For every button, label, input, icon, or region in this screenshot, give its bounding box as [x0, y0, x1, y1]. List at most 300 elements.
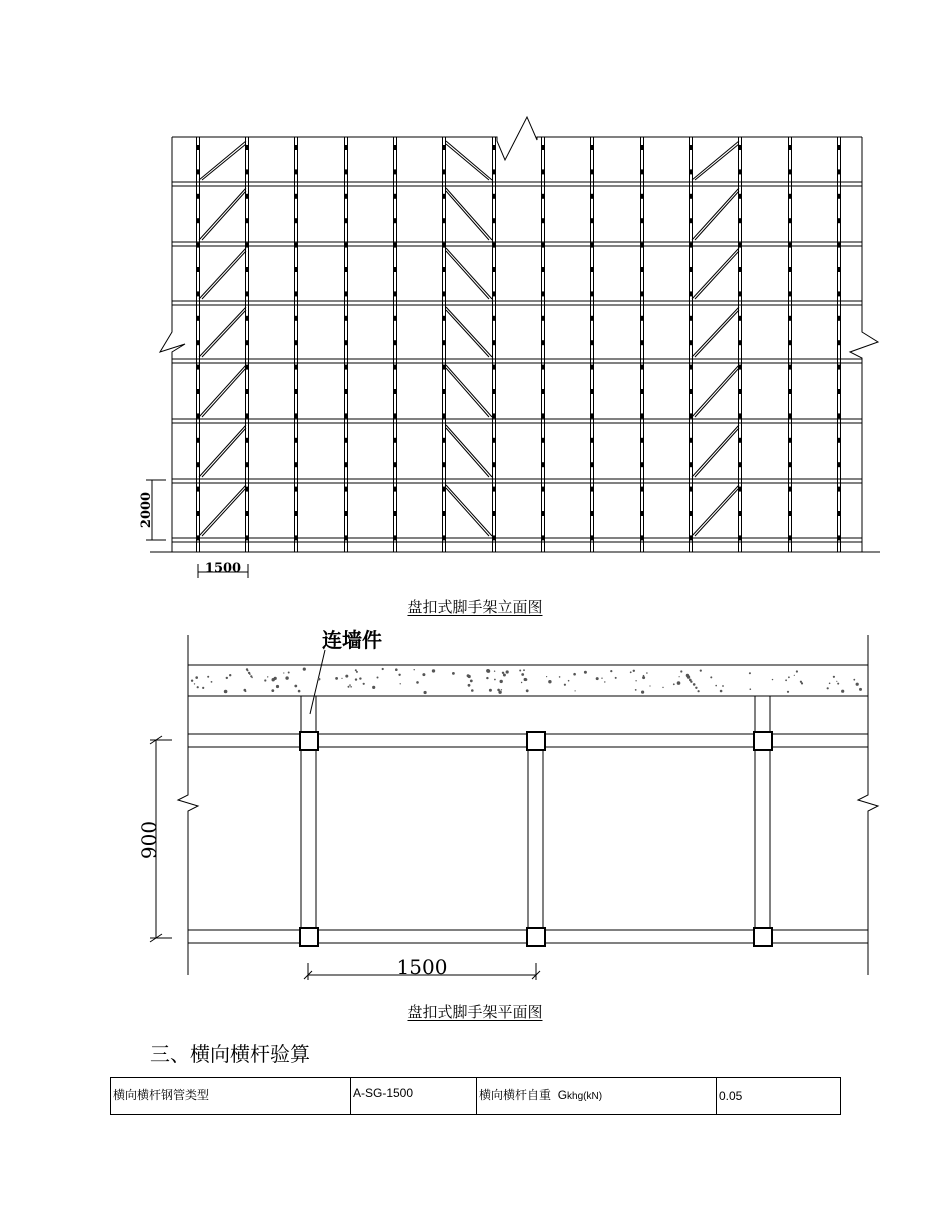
rosette-node: [739, 413, 742, 418]
rosette-node: [493, 194, 496, 199]
rosette-node: [641, 194, 644, 199]
rosette-node: [197, 511, 200, 516]
rosette-node: [295, 535, 298, 540]
rosette-node: [443, 462, 446, 467]
rosette-node: [591, 218, 594, 223]
rosette-node: [493, 535, 496, 540]
rosette-node: [591, 340, 594, 345]
concrete-speck: [251, 677, 252, 678]
table-row: [111, 1078, 841, 1115]
rosette-node: [345, 169, 348, 174]
rosette-node: [345, 218, 348, 223]
rosette-node: [690, 535, 693, 540]
rosette-node: [591, 535, 594, 540]
rosette-node: [542, 413, 545, 418]
rosette-node: [345, 145, 348, 150]
rosette-node: [197, 413, 200, 418]
diagonal-brace: [199, 365, 246, 417]
concrete-speck: [546, 676, 547, 677]
rosette-node: [789, 316, 792, 321]
rosette-node: [591, 511, 594, 516]
rosette-node: [345, 243, 348, 248]
rosette-node: [197, 535, 200, 540]
rosette-node: [789, 413, 792, 418]
rosette-node: [394, 462, 397, 467]
rosette-node: [789, 438, 792, 443]
rosette-node: [295, 145, 298, 150]
rosette-node: [345, 462, 348, 467]
rosette-node: [690, 389, 693, 394]
rosette-node: [246, 194, 249, 199]
rosette-node: [690, 316, 693, 321]
node-box: [300, 928, 318, 946]
concrete-speck: [525, 678, 528, 681]
rosette-node: [789, 535, 792, 540]
rosette-node: [493, 413, 496, 418]
rosette-node: [443, 291, 446, 296]
rosette-node: [443, 438, 446, 443]
rosette-node: [542, 291, 545, 296]
rosette-node: [690, 511, 693, 516]
rosette-node: [246, 243, 249, 248]
rosette-node: [690, 169, 693, 174]
concrete-speck: [519, 670, 521, 672]
concrete-speck: [226, 677, 228, 679]
rosette-node: [789, 487, 792, 492]
concrete-speck: [785, 679, 787, 681]
rosette-node: [197, 291, 200, 296]
concrete-speck: [687, 675, 690, 678]
rosette-node: [295, 389, 298, 394]
concrete-speck: [857, 684, 859, 686]
rosette-node: [542, 365, 545, 370]
rosette-node: [394, 169, 397, 174]
concrete-speck: [677, 681, 681, 685]
rosette-node: [690, 145, 693, 150]
rosette-node: [295, 511, 298, 516]
rosette-node: [394, 511, 397, 516]
rosette-node: [789, 145, 792, 150]
concrete-speck: [646, 672, 648, 674]
concrete-speck: [318, 678, 321, 681]
rosette-node: [739, 487, 742, 492]
concrete-speck: [398, 674, 400, 676]
parameter-table: [110, 1077, 841, 1115]
concrete-speck: [564, 684, 566, 686]
concrete-speck: [633, 670, 635, 672]
rosette-node: [493, 267, 496, 272]
rosette-node: [739, 267, 742, 272]
rosette-node: [493, 438, 496, 443]
concrete-speck: [245, 690, 247, 692]
rosette-node: [641, 340, 644, 345]
scaffold-plan-drawing: [0, 620, 950, 1020]
rosette-node: [394, 438, 397, 443]
concrete-speck: [432, 669, 435, 672]
rosette-node: [394, 389, 397, 394]
diagonal-brace: [692, 188, 739, 240]
diagonal-brace: [446, 248, 492, 299]
rosette-node: [443, 267, 446, 272]
rosette-node: [739, 511, 742, 516]
concrete-speck: [294, 685, 297, 688]
concrete-speck: [298, 690, 301, 693]
rosette-node: [295, 267, 298, 272]
rosette-node: [838, 194, 841, 199]
rosette-node: [197, 365, 200, 370]
concrete-speck: [693, 683, 696, 686]
rosette-node: [739, 291, 742, 296]
concrete-speck: [503, 674, 506, 677]
rosette-node: [789, 389, 792, 394]
rosette-node: [394, 267, 397, 272]
rosette-node: [443, 169, 446, 174]
rosette-node: [789, 218, 792, 223]
concrete-speck: [521, 682, 522, 683]
rosette-node: [295, 316, 298, 321]
concrete-speck: [264, 679, 266, 681]
rosette-node: [197, 340, 200, 345]
rosette-node: [542, 218, 545, 223]
rosette-node: [295, 487, 298, 492]
rosette-node: [246, 340, 249, 345]
rosette-node: [838, 511, 841, 516]
concrete-speck: [584, 671, 587, 674]
concrete-speck: [526, 689, 529, 692]
rosette-node: [591, 267, 594, 272]
concrete-speck: [601, 678, 602, 679]
rosette-node: [394, 413, 397, 418]
concrete-speck: [635, 689, 637, 691]
rosette-node: [641, 316, 644, 321]
rosette-node: [295, 194, 298, 199]
rosette-node: [739, 535, 742, 540]
table-value-cell: 0.05: [717, 1078, 841, 1115]
rosette-node: [789, 243, 792, 248]
elevation-outline-top: [172, 117, 862, 160]
rosette-node: [838, 145, 841, 150]
rosette-node: [739, 438, 742, 443]
rosette-node: [197, 267, 200, 272]
concrete-speck: [377, 677, 379, 679]
rosette-node: [295, 365, 298, 370]
concrete-speck: [468, 684, 471, 687]
rosette-node: [542, 511, 545, 516]
rosette-node: [739, 389, 742, 394]
rosette-node: [542, 535, 545, 540]
concrete-speck: [796, 670, 798, 672]
rosette-node: [443, 194, 446, 199]
rosette-node: [591, 438, 594, 443]
rosette-node: [789, 267, 792, 272]
concrete-speck: [372, 686, 375, 689]
rosette-node: [197, 316, 200, 321]
concrete-speck: [247, 670, 249, 672]
rosette-node: [838, 389, 841, 394]
rosette-node: [493, 218, 496, 223]
rosette-node: [838, 365, 841, 370]
rosette-node: [197, 438, 200, 443]
concrete-speck: [573, 673, 576, 676]
rosette-node: [591, 194, 594, 199]
rosette-node: [493, 169, 496, 174]
rosette-node: [394, 218, 397, 223]
concrete-speck: [695, 687, 697, 689]
concrete-speck: [288, 672, 290, 674]
rosette-node: [493, 243, 496, 248]
rosette-node: [641, 511, 644, 516]
concrete-speck: [363, 683, 365, 685]
rosette-node: [246, 462, 249, 467]
scaffold-elevation-drawing: [0, 0, 950, 590]
diagonal-brace: [446, 188, 492, 240]
rosette-node: [295, 413, 298, 418]
concrete-speck: [470, 680, 473, 683]
diagonal-brace: [199, 141, 246, 180]
concrete-speck: [355, 678, 357, 680]
concrete-speck: [285, 676, 288, 679]
concrete-speck: [698, 690, 700, 692]
concrete-speck: [276, 685, 279, 688]
rosette-node: [789, 169, 792, 174]
rosette-node: [838, 438, 841, 443]
rosette-node: [246, 267, 249, 272]
rosette-node: [838, 487, 841, 492]
concrete-speck: [283, 672, 284, 673]
rosette-node: [641, 218, 644, 223]
rosette-node: [789, 340, 792, 345]
rosette-node: [345, 365, 348, 370]
rosette-node: [345, 535, 348, 540]
rosette-node: [345, 487, 348, 492]
concrete-speck: [348, 686, 350, 688]
concrete-speck: [710, 676, 712, 678]
concrete-speck: [715, 685, 717, 687]
rosette-node: [443, 145, 446, 150]
concrete-speck: [414, 669, 415, 670]
concrete-speck: [827, 687, 829, 689]
node-box: [527, 928, 545, 946]
rosette-node: [246, 535, 249, 540]
concrete-speck: [191, 680, 193, 682]
concrete-speck: [197, 686, 199, 688]
concrete-speck: [303, 668, 306, 671]
rosette-node: [739, 316, 742, 321]
rosette-node: [246, 413, 249, 418]
node-box: [527, 732, 545, 750]
concrete-speck: [395, 668, 398, 671]
elevation-left-break: [160, 137, 185, 552]
rosette-node: [443, 389, 446, 394]
rosette-node: [443, 413, 446, 418]
concrete-speck: [662, 687, 663, 688]
rosette-node: [394, 291, 397, 296]
concrete-speck: [749, 672, 751, 674]
rosette-node: [345, 413, 348, 418]
concrete-speck: [341, 678, 342, 679]
rosette-node: [690, 462, 693, 467]
rosette-node: [591, 243, 594, 248]
concrete-speck: [853, 679, 855, 681]
concrete-speck: [568, 680, 570, 682]
rosette-node: [641, 413, 644, 418]
rosette-node: [591, 316, 594, 321]
rosette-node: [246, 145, 249, 150]
rosette-node: [641, 389, 644, 394]
concrete-speck: [424, 691, 427, 694]
rosette-node: [443, 243, 446, 248]
concrete-speck: [559, 676, 561, 678]
concrete-speck: [452, 672, 455, 675]
rosette-node: [542, 316, 545, 321]
concrete-speck: [224, 690, 228, 694]
concrete-speck: [211, 681, 213, 683]
rosette-node: [493, 340, 496, 345]
rosette-node: [789, 365, 792, 370]
diagonal-brace: [446, 485, 492, 536]
rosette-node: [345, 340, 348, 345]
rosette-node: [542, 194, 545, 199]
concrete-speck: [471, 689, 474, 692]
rosette-node: [345, 267, 348, 272]
rosette-node: [493, 389, 496, 394]
rosette-node: [591, 413, 594, 418]
rosette-node: [591, 462, 594, 467]
rosette-node: [591, 291, 594, 296]
concrete-speck: [194, 683, 195, 684]
rosette-node: [246, 169, 249, 174]
rosette-node: [542, 340, 545, 345]
concrete-speck: [859, 688, 862, 691]
rosette-node: [690, 438, 693, 443]
rosette-node: [690, 243, 693, 248]
rosette-node: [493, 316, 496, 321]
rosette-node: [246, 291, 249, 296]
rosette-node: [443, 535, 446, 540]
concrete-speck: [794, 675, 795, 676]
rosette-node: [641, 291, 644, 296]
concrete-speck: [630, 671, 632, 673]
rosette-node: [443, 340, 446, 345]
concrete-speck: [615, 677, 617, 679]
rosette-node: [197, 487, 200, 492]
node-box: [300, 732, 318, 750]
rosette-node: [295, 218, 298, 223]
rosette-node: [345, 316, 348, 321]
concrete-speck: [521, 673, 524, 676]
rosette-node: [246, 438, 249, 443]
rosette-node: [197, 218, 200, 223]
concrete-speck: [722, 685, 724, 687]
concrete-speck: [604, 681, 605, 682]
rosette-node: [591, 169, 594, 174]
rosette-node: [739, 462, 742, 467]
section-heading: 三、横向横杆验算: [150, 1042, 310, 1066]
rosette-node: [838, 316, 841, 321]
rosette-node: [295, 169, 298, 174]
rosette-node: [739, 145, 742, 150]
rosette-node: [838, 267, 841, 272]
rosette-node: [838, 413, 841, 418]
concrete-speck: [548, 680, 551, 683]
rosette-node: [690, 487, 693, 492]
concrete-speck: [207, 676, 209, 678]
concrete-speck: [523, 669, 525, 671]
concrete-speck: [649, 685, 650, 686]
rosette-node: [789, 194, 792, 199]
concrete-speck: [500, 680, 503, 683]
concrete-speck: [801, 682, 803, 684]
rosette-node: [789, 291, 792, 296]
concrete-speck: [575, 690, 576, 691]
concrete-speck: [486, 677, 488, 679]
rosette-node: [641, 535, 644, 540]
concrete-speck: [489, 689, 492, 692]
diagonal-brace: [692, 365, 739, 417]
rosette-node: [493, 365, 496, 370]
rosette-node: [690, 365, 693, 370]
rosette-node: [246, 511, 249, 516]
rosette-node: [690, 194, 693, 199]
rosette-node: [493, 291, 496, 296]
rosette-node: [443, 365, 446, 370]
concrete-speck: [271, 689, 274, 692]
elevation-dim-height: 2000: [139, 491, 154, 529]
concrete-speck: [359, 677, 361, 679]
rosette-node: [197, 194, 200, 199]
rosette-node: [394, 145, 397, 150]
table-label-cell: 横向横杆自重 Gkhg(kN): [477, 1078, 717, 1115]
concrete-speck: [833, 676, 835, 678]
rosette-node: [542, 145, 545, 150]
rosette-node: [641, 267, 644, 272]
concrete-speck: [635, 680, 636, 681]
diagonal-brace: [446, 365, 492, 417]
diagonal-brace: [446, 307, 492, 357]
rosette-node: [690, 291, 693, 296]
rosette-node: [789, 511, 792, 516]
rosette-node: [838, 535, 841, 540]
rosette-node: [493, 487, 496, 492]
rosette-node: [394, 365, 397, 370]
rosette-node: [443, 487, 446, 492]
rosette-node: [345, 511, 348, 516]
concrete-speck: [400, 683, 401, 684]
concrete-speck: [494, 671, 495, 672]
rosette-node: [591, 145, 594, 150]
rosette-node: [641, 243, 644, 248]
rosette-node: [394, 194, 397, 199]
concrete-speck: [202, 687, 204, 689]
rosette-node: [246, 487, 249, 492]
rosette-node: [739, 194, 742, 199]
diagonal-brace: [692, 485, 739, 536]
concrete-speck: [772, 679, 773, 680]
plan-tie-label: 连墙件: [322, 628, 382, 652]
rosette-node: [345, 194, 348, 199]
plan-dim-depth: 900: [137, 820, 161, 860]
rosette-node: [739, 169, 742, 174]
concrete-speck: [229, 674, 231, 676]
rosette-node: [394, 316, 397, 321]
concrete-speck: [680, 670, 682, 672]
concrete-speck: [267, 676, 268, 677]
rosette-node: [739, 340, 742, 345]
table-value-cell: A-SG-1500: [351, 1078, 477, 1115]
rosette-node: [641, 365, 644, 370]
rosette-node: [641, 145, 644, 150]
concrete-speck: [274, 677, 277, 680]
